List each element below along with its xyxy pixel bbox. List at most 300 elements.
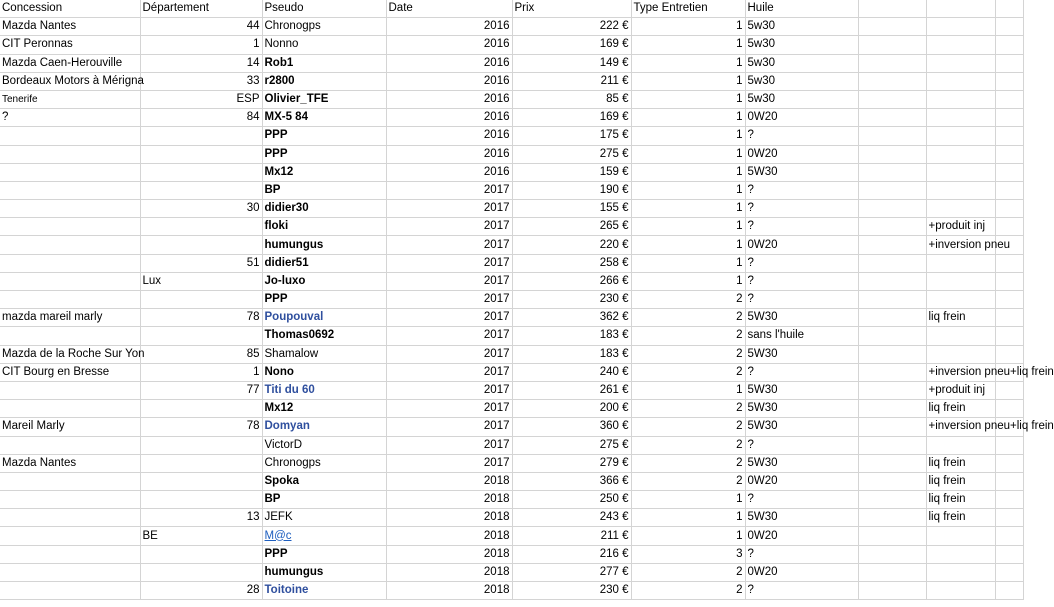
cell-departement[interactable]: 84 bbox=[140, 109, 262, 127]
cell-type-entretien[interactable]: 1 bbox=[631, 163, 745, 181]
cell-empty[interactable] bbox=[995, 545, 1024, 563]
cell-huile[interactable]: ? bbox=[745, 545, 858, 563]
cell-huile[interactable]: 5w30 bbox=[745, 90, 858, 108]
cell-empty[interactable] bbox=[858, 291, 926, 309]
cell-concession[interactable]: Mazda Caen-Herouville bbox=[0, 54, 140, 72]
cell-type-entretien[interactable]: 1 bbox=[631, 109, 745, 127]
cell-pseudo[interactable]: BP bbox=[262, 491, 386, 509]
cell-concession[interactable]: CIT Peronnas bbox=[0, 36, 140, 54]
cell-concession[interactable] bbox=[0, 472, 140, 490]
cell-date[interactable]: 2017 bbox=[386, 454, 512, 472]
cell-empty[interactable] bbox=[858, 472, 926, 490]
cell-empty[interactable] bbox=[858, 309, 926, 327]
cell-empty[interactable] bbox=[858, 545, 926, 563]
cell-prix[interactable]: 211 € bbox=[512, 72, 631, 90]
cell-departement[interactable]: 44 bbox=[140, 18, 262, 36]
cell-empty[interactable] bbox=[858, 527, 926, 545]
cell-concession[interactable] bbox=[0, 436, 140, 454]
cell-pseudo[interactable]: Olivier_TFE bbox=[262, 90, 386, 108]
cell-departement[interactable]: 1 bbox=[140, 363, 262, 381]
cell-prix[interactable]: 230 € bbox=[512, 291, 631, 309]
cell-concession[interactable] bbox=[0, 582, 140, 600]
cell-prix[interactable]: 258 € bbox=[512, 254, 631, 272]
cell-pseudo[interactable]: Mx12 bbox=[262, 163, 386, 181]
cell-empty[interactable] bbox=[858, 327, 926, 345]
header-date[interactable]: Date bbox=[386, 0, 512, 18]
cell-type-entretien[interactable]: 2 bbox=[631, 418, 745, 436]
cell-huile[interactable]: ? bbox=[745, 254, 858, 272]
cell-note[interactable]: +inversion pneu bbox=[926, 236, 995, 254]
cell-note[interactable] bbox=[926, 291, 995, 309]
cell-concession[interactable]: Mareil Marly bbox=[0, 418, 140, 436]
cell-empty[interactable] bbox=[995, 145, 1024, 163]
cell-empty[interactable] bbox=[858, 509, 926, 527]
cell-concession[interactable] bbox=[0, 272, 140, 290]
cell-empty[interactable] bbox=[858, 36, 926, 54]
cell-pseudo[interactable]: Rob1 bbox=[262, 54, 386, 72]
cell-note[interactable] bbox=[926, 345, 995, 363]
cell-empty[interactable] bbox=[858, 127, 926, 145]
cell-concession[interactable]: Tenerife bbox=[0, 90, 140, 108]
cell-departement[interactable] bbox=[140, 145, 262, 163]
cell-empty[interactable] bbox=[995, 218, 1024, 236]
cell-pseudo[interactable]: M@c bbox=[262, 527, 386, 545]
cell-empty[interactable] bbox=[995, 454, 1024, 472]
cell-type-entretien[interactable]: 3 bbox=[631, 545, 745, 563]
cell-pseudo[interactable]: Spoka bbox=[262, 472, 386, 490]
cell-type-entretien[interactable]: 1 bbox=[631, 90, 745, 108]
cell-note[interactable] bbox=[926, 272, 995, 290]
cell-departement[interactable] bbox=[140, 454, 262, 472]
cell-note[interactable] bbox=[926, 200, 995, 218]
cell-huile[interactable]: 0W20 bbox=[745, 236, 858, 254]
cell-type-entretien[interactable]: 2 bbox=[631, 309, 745, 327]
cell-date[interactable]: 2016 bbox=[386, 90, 512, 108]
cell-note[interactable] bbox=[926, 163, 995, 181]
cell-type-entretien[interactable]: 2 bbox=[631, 363, 745, 381]
cell-empty[interactable] bbox=[858, 163, 926, 181]
cell-empty[interactable] bbox=[858, 145, 926, 163]
cell-departement[interactable] bbox=[140, 436, 262, 454]
cell-type-entretien[interactable]: 1 bbox=[631, 509, 745, 527]
cell-note[interactable]: liq frein bbox=[926, 491, 995, 509]
cell-concession[interactable] bbox=[0, 254, 140, 272]
cell-prix[interactable]: 169 € bbox=[512, 36, 631, 54]
cell-concession[interactable]: Mazda de la Roche Sur Yon bbox=[0, 345, 140, 363]
cell-empty[interactable] bbox=[995, 291, 1024, 309]
cell-pseudo[interactable]: Chronogps bbox=[262, 18, 386, 36]
cell-empty[interactable] bbox=[995, 18, 1024, 36]
cell-concession[interactable] bbox=[0, 218, 140, 236]
cell-pseudo[interactable]: Chronogps bbox=[262, 454, 386, 472]
header-prix[interactable]: Prix bbox=[512, 0, 631, 18]
cell-type-entretien[interactable]: 1 bbox=[631, 381, 745, 399]
cell-empty[interactable] bbox=[858, 18, 926, 36]
cell-departement[interactable]: 14 bbox=[140, 54, 262, 72]
cell-empty[interactable] bbox=[858, 582, 926, 600]
cell-concession[interactable]: Bordeaux Motors à Mérigna bbox=[0, 72, 140, 90]
cell-note[interactable] bbox=[926, 545, 995, 563]
cell-type-entretien[interactable]: 2 bbox=[631, 345, 745, 363]
cell-huile[interactable]: ? bbox=[745, 218, 858, 236]
cell-prix[interactable]: 243 € bbox=[512, 509, 631, 527]
cell-date[interactable]: 2017 bbox=[386, 236, 512, 254]
cell-empty[interactable] bbox=[995, 345, 1024, 363]
cell-concession[interactable]: mazda mareil marly bbox=[0, 309, 140, 327]
cell-concession[interactable] bbox=[0, 327, 140, 345]
cell-prix[interactable]: 183 € bbox=[512, 327, 631, 345]
cell-pseudo[interactable]: floki bbox=[262, 218, 386, 236]
cell-note[interactable]: +inversion pneu+liq frein bbox=[926, 418, 995, 436]
cell-departement[interactable]: 28 bbox=[140, 582, 262, 600]
cell-date[interactable]: 2017 bbox=[386, 254, 512, 272]
cell-concession[interactable] bbox=[0, 491, 140, 509]
cell-date[interactable]: 2017 bbox=[386, 381, 512, 399]
cell-huile[interactable]: ? bbox=[745, 291, 858, 309]
cell-date[interactable]: 2017 bbox=[386, 181, 512, 199]
cell-huile[interactable]: 5W30 bbox=[745, 400, 858, 418]
cell-date[interactable]: 2017 bbox=[386, 200, 512, 218]
cell-date[interactable]: 2016 bbox=[386, 109, 512, 127]
cell-date[interactable]: 2016 bbox=[386, 72, 512, 90]
cell-empty[interactable] bbox=[858, 454, 926, 472]
cell-type-entretien[interactable]: 1 bbox=[631, 527, 745, 545]
cell-prix[interactable]: 362 € bbox=[512, 309, 631, 327]
header-departement[interactable]: Département bbox=[140, 0, 262, 18]
cell-empty[interactable] bbox=[995, 90, 1024, 108]
cell-huile[interactable]: sans l'huile bbox=[745, 327, 858, 345]
cell-huile[interactable]: 5W30 bbox=[745, 454, 858, 472]
cell-concession[interactable] bbox=[0, 200, 140, 218]
cell-pseudo[interactable]: Jo-luxo bbox=[262, 272, 386, 290]
cell-concession[interactable] bbox=[0, 127, 140, 145]
cell-type-entretien[interactable]: 1 bbox=[631, 127, 745, 145]
cell-date[interactable]: 2018 bbox=[386, 509, 512, 527]
cell-departement[interactable]: ESP bbox=[140, 90, 262, 108]
cell-prix[interactable]: 265 € bbox=[512, 218, 631, 236]
cell-prix[interactable]: 200 € bbox=[512, 400, 631, 418]
cell-departement[interactable] bbox=[140, 545, 262, 563]
cell-pseudo[interactable]: VictorD bbox=[262, 436, 386, 454]
cell-date[interactable]: 2018 bbox=[386, 527, 512, 545]
cell-date[interactable]: 2016 bbox=[386, 127, 512, 145]
cell-date[interactable]: 2018 bbox=[386, 472, 512, 490]
cell-pseudo[interactable]: Nonno bbox=[262, 36, 386, 54]
cell-note[interactable] bbox=[926, 109, 995, 127]
cell-empty[interactable] bbox=[995, 127, 1024, 145]
cell-huile[interactable]: 0W20 bbox=[745, 145, 858, 163]
cell-empty[interactable] bbox=[858, 381, 926, 399]
cell-pseudo[interactable]: PPP bbox=[262, 545, 386, 563]
cell-concession[interactable] bbox=[0, 163, 140, 181]
cell-prix[interactable]: 155 € bbox=[512, 200, 631, 218]
cell-concession[interactable] bbox=[0, 236, 140, 254]
cell-prix[interactable]: 261 € bbox=[512, 381, 631, 399]
cell-departement[interactable] bbox=[140, 563, 262, 581]
cell-prix[interactable]: 190 € bbox=[512, 181, 631, 199]
cell-departement[interactable]: 1 bbox=[140, 36, 262, 54]
cell-date[interactable]: 2018 bbox=[386, 582, 512, 600]
cell-pseudo[interactable]: r2800 bbox=[262, 72, 386, 90]
cell-type-entretien[interactable]: 2 bbox=[631, 400, 745, 418]
cell-type-entretien[interactable]: 2 bbox=[631, 454, 745, 472]
cell-huile[interactable]: ? bbox=[745, 491, 858, 509]
header-concession[interactable]: Concession bbox=[0, 0, 140, 18]
cell-departement[interactable]: 33 bbox=[140, 72, 262, 90]
cell-prix[interactable]: 183 € bbox=[512, 345, 631, 363]
cell-pseudo[interactable]: BP bbox=[262, 181, 386, 199]
cell-departement[interactable] bbox=[140, 291, 262, 309]
cell-note[interactable] bbox=[926, 145, 995, 163]
cell-pseudo[interactable]: Toitoine bbox=[262, 582, 386, 600]
header-empty-j[interactable] bbox=[995, 0, 1024, 18]
header-huile[interactable]: Huile bbox=[745, 0, 858, 18]
cell-prix[interactable]: 175 € bbox=[512, 127, 631, 145]
cell-concession[interactable] bbox=[0, 181, 140, 199]
cell-departement[interactable]: 13 bbox=[140, 509, 262, 527]
cell-concession[interactable]: ? bbox=[0, 109, 140, 127]
cell-note[interactable] bbox=[926, 527, 995, 545]
cell-note[interactable]: +inversion pneu+liq frein bbox=[926, 363, 995, 381]
cell-date[interactable]: 2017 bbox=[386, 363, 512, 381]
cell-prix[interactable]: 159 € bbox=[512, 163, 631, 181]
cell-prix[interactable]: 275 € bbox=[512, 145, 631, 163]
cell-empty[interactable] bbox=[858, 181, 926, 199]
cell-pseudo[interactable]: Titi du 60 bbox=[262, 381, 386, 399]
cell-huile[interactable]: ? bbox=[745, 582, 858, 600]
cell-pseudo[interactable]: Poupouval bbox=[262, 309, 386, 327]
cell-pseudo[interactable]: didier30 bbox=[262, 200, 386, 218]
cell-pseudo[interactable]: MX-5 84 bbox=[262, 109, 386, 127]
cell-huile[interactable]: 5W30 bbox=[745, 381, 858, 399]
cell-pseudo[interactable]: Domyan bbox=[262, 418, 386, 436]
cell-prix[interactable]: 211 € bbox=[512, 527, 631, 545]
cell-empty[interactable] bbox=[995, 109, 1024, 127]
cell-departement[interactable]: 78 bbox=[140, 309, 262, 327]
cell-empty[interactable] bbox=[858, 400, 926, 418]
cell-prix[interactable]: 360 € bbox=[512, 418, 631, 436]
cell-type-entretien[interactable]: 1 bbox=[631, 491, 745, 509]
cell-huile[interactable]: ? bbox=[745, 181, 858, 199]
cell-empty[interactable] bbox=[995, 254, 1024, 272]
cell-departement[interactable] bbox=[140, 127, 262, 145]
cell-concession[interactable]: CIT Bourg en Bresse bbox=[0, 363, 140, 381]
cell-empty[interactable] bbox=[995, 272, 1024, 290]
cell-pseudo[interactable]: Shamalow bbox=[262, 345, 386, 363]
cell-note[interactable] bbox=[926, 72, 995, 90]
cell-note[interactable] bbox=[926, 54, 995, 72]
cell-huile[interactable]: 5W30 bbox=[745, 418, 858, 436]
cell-type-entretien[interactable]: 1 bbox=[631, 18, 745, 36]
cell-pseudo[interactable]: humungus bbox=[262, 236, 386, 254]
cell-empty[interactable] bbox=[995, 200, 1024, 218]
cell-type-entretien[interactable]: 1 bbox=[631, 72, 745, 90]
cell-empty[interactable] bbox=[858, 218, 926, 236]
cell-empty[interactable] bbox=[858, 90, 926, 108]
cell-departement[interactable]: 51 bbox=[140, 254, 262, 272]
cell-prix[interactable]: 149 € bbox=[512, 54, 631, 72]
cell-empty[interactable] bbox=[858, 200, 926, 218]
cell-prix[interactable]: 220 € bbox=[512, 236, 631, 254]
cell-type-entretien[interactable]: 2 bbox=[631, 582, 745, 600]
cell-date[interactable]: 2017 bbox=[386, 436, 512, 454]
cell-type-entretien[interactable]: 1 bbox=[631, 145, 745, 163]
cell-note[interactable]: liq frein bbox=[926, 309, 995, 327]
cell-type-entretien[interactable]: 1 bbox=[631, 254, 745, 272]
cell-date[interactable]: 2016 bbox=[386, 36, 512, 54]
cell-huile[interactable]: ? bbox=[745, 127, 858, 145]
cell-pseudo[interactable]: PPP bbox=[262, 127, 386, 145]
cell-type-entretien[interactable]: 2 bbox=[631, 327, 745, 345]
cell-type-entretien[interactable]: 1 bbox=[631, 36, 745, 54]
cell-huile[interactable]: 5w30 bbox=[745, 18, 858, 36]
cell-note[interactable] bbox=[926, 327, 995, 345]
cell-departement[interactable] bbox=[140, 491, 262, 509]
cell-empty[interactable] bbox=[858, 418, 926, 436]
cell-date[interactable]: 2018 bbox=[386, 563, 512, 581]
cell-departement[interactable] bbox=[140, 327, 262, 345]
cell-empty[interactable] bbox=[995, 163, 1024, 181]
cell-type-entretien[interactable]: 1 bbox=[631, 54, 745, 72]
cell-concession[interactable] bbox=[0, 400, 140, 418]
cell-type-entretien[interactable]: 2 bbox=[631, 291, 745, 309]
cell-concession[interactable] bbox=[0, 145, 140, 163]
cell-huile[interactable]: 5w30 bbox=[745, 72, 858, 90]
cell-empty[interactable] bbox=[858, 363, 926, 381]
cell-huile[interactable]: 5w30 bbox=[745, 36, 858, 54]
cell-huile[interactable]: 5w30 bbox=[745, 54, 858, 72]
cell-prix[interactable]: 216 € bbox=[512, 545, 631, 563]
cell-empty[interactable] bbox=[858, 72, 926, 90]
cell-pseudo[interactable]: humungus bbox=[262, 563, 386, 581]
cell-concession[interactable] bbox=[0, 291, 140, 309]
cell-departement[interactable] bbox=[140, 472, 262, 490]
cell-concession[interactable]: Mazda Nantes bbox=[0, 18, 140, 36]
cell-note[interactable]: +produit inj bbox=[926, 381, 995, 399]
cell-concession[interactable] bbox=[0, 509, 140, 527]
cell-concession[interactable] bbox=[0, 545, 140, 563]
cell-prix[interactable]: 275 € bbox=[512, 436, 631, 454]
cell-type-entretien[interactable]: 2 bbox=[631, 436, 745, 454]
cell-empty[interactable] bbox=[995, 509, 1024, 527]
cell-empty[interactable] bbox=[995, 181, 1024, 199]
cell-empty[interactable] bbox=[995, 400, 1024, 418]
cell-departement[interactable]: 85 bbox=[140, 345, 262, 363]
cell-prix[interactable]: 279 € bbox=[512, 454, 631, 472]
cell-departement[interactable] bbox=[140, 218, 262, 236]
cell-departement[interactable] bbox=[140, 236, 262, 254]
cell-type-entretien[interactable]: 1 bbox=[631, 200, 745, 218]
cell-type-entretien[interactable]: 1 bbox=[631, 236, 745, 254]
cell-type-entretien[interactable]: 1 bbox=[631, 181, 745, 199]
cell-huile[interactable]: ? bbox=[745, 272, 858, 290]
cell-concession[interactable]: Mazda Nantes bbox=[0, 454, 140, 472]
cell-concession[interactable] bbox=[0, 563, 140, 581]
cell-note[interactable]: liq frein bbox=[926, 509, 995, 527]
cell-note[interactable]: +produit inj bbox=[926, 218, 995, 236]
cell-prix[interactable]: 266 € bbox=[512, 272, 631, 290]
cell-type-entretien[interactable]: 2 bbox=[631, 472, 745, 490]
cell-empty[interactable] bbox=[858, 436, 926, 454]
cell-date[interactable]: 2016 bbox=[386, 54, 512, 72]
cell-empty[interactable] bbox=[995, 436, 1024, 454]
cell-huile[interactable]: 0W20 bbox=[745, 472, 858, 490]
cell-prix[interactable]: 250 € bbox=[512, 491, 631, 509]
cell-departement[interactable]: 77 bbox=[140, 381, 262, 399]
cell-departement[interactable] bbox=[140, 181, 262, 199]
cell-departement[interactable]: 30 bbox=[140, 200, 262, 218]
cell-empty[interactable] bbox=[858, 109, 926, 127]
cell-pseudo[interactable]: Thomas0692 bbox=[262, 327, 386, 345]
cell-prix[interactable]: 85 € bbox=[512, 90, 631, 108]
cell-departement[interactable]: BE bbox=[140, 527, 262, 545]
cell-pseudo[interactable]: PPP bbox=[262, 291, 386, 309]
cell-pseudo[interactable]: Mx12 bbox=[262, 400, 386, 418]
cell-prix[interactable]: 230 € bbox=[512, 582, 631, 600]
cell-date[interactable]: 2017 bbox=[386, 272, 512, 290]
cell-huile[interactable]: 5W30 bbox=[745, 163, 858, 181]
cell-date[interactable]: 2017 bbox=[386, 309, 512, 327]
cell-date[interactable]: 2017 bbox=[386, 345, 512, 363]
cell-prix[interactable]: 366 € bbox=[512, 472, 631, 490]
cell-date[interactable]: 2017 bbox=[386, 218, 512, 236]
cell-departement[interactable]: Lux bbox=[140, 272, 262, 290]
cell-empty[interactable] bbox=[995, 381, 1024, 399]
cell-note[interactable] bbox=[926, 36, 995, 54]
cell-huile[interactable]: 0W20 bbox=[745, 527, 858, 545]
cell-note[interactable]: liq frein bbox=[926, 472, 995, 490]
cell-empty[interactable] bbox=[995, 36, 1024, 54]
cell-prix[interactable]: 240 € bbox=[512, 363, 631, 381]
cell-date[interactable]: 2018 bbox=[386, 491, 512, 509]
cell-empty[interactable] bbox=[858, 491, 926, 509]
cell-type-entretien[interactable]: 1 bbox=[631, 272, 745, 290]
cell-departement[interactable] bbox=[140, 400, 262, 418]
cell-empty[interactable] bbox=[995, 491, 1024, 509]
cell-prix[interactable]: 277 € bbox=[512, 563, 631, 581]
cell-huile[interactable]: ? bbox=[745, 200, 858, 218]
cell-concession[interactable] bbox=[0, 527, 140, 545]
cell-empty[interactable] bbox=[995, 327, 1024, 345]
cell-huile[interactable]: 5W30 bbox=[745, 345, 858, 363]
header-pseudo[interactable]: Pseudo bbox=[262, 0, 386, 18]
header-empty-i[interactable] bbox=[926, 0, 995, 18]
cell-empty[interactable] bbox=[995, 54, 1024, 72]
cell-date[interactable]: 2017 bbox=[386, 418, 512, 436]
cell-date[interactable]: 2016 bbox=[386, 163, 512, 181]
cell-note[interactable] bbox=[926, 582, 995, 600]
cell-note[interactable] bbox=[926, 563, 995, 581]
cell-empty[interactable] bbox=[858, 345, 926, 363]
cell-huile[interactable]: 0W20 bbox=[745, 563, 858, 581]
cell-date[interactable]: 2016 bbox=[386, 18, 512, 36]
cell-huile[interactable]: 5W30 bbox=[745, 309, 858, 327]
cell-note[interactable] bbox=[926, 127, 995, 145]
cell-date[interactable]: 2017 bbox=[386, 400, 512, 418]
cell-note[interactable] bbox=[926, 181, 995, 199]
cell-date[interactable]: 2018 bbox=[386, 545, 512, 563]
cell-huile[interactable]: 0W20 bbox=[745, 109, 858, 127]
cell-huile[interactable]: ? bbox=[745, 363, 858, 381]
cell-date[interactable]: 2017 bbox=[386, 327, 512, 345]
cell-empty[interactable] bbox=[995, 72, 1024, 90]
cell-empty[interactable] bbox=[995, 527, 1024, 545]
cell-date[interactable]: 2017 bbox=[386, 291, 512, 309]
cell-empty[interactable] bbox=[858, 254, 926, 272]
cell-huile[interactable]: 5W30 bbox=[745, 509, 858, 527]
cell-empty[interactable] bbox=[995, 582, 1024, 600]
cell-note[interactable] bbox=[926, 18, 995, 36]
